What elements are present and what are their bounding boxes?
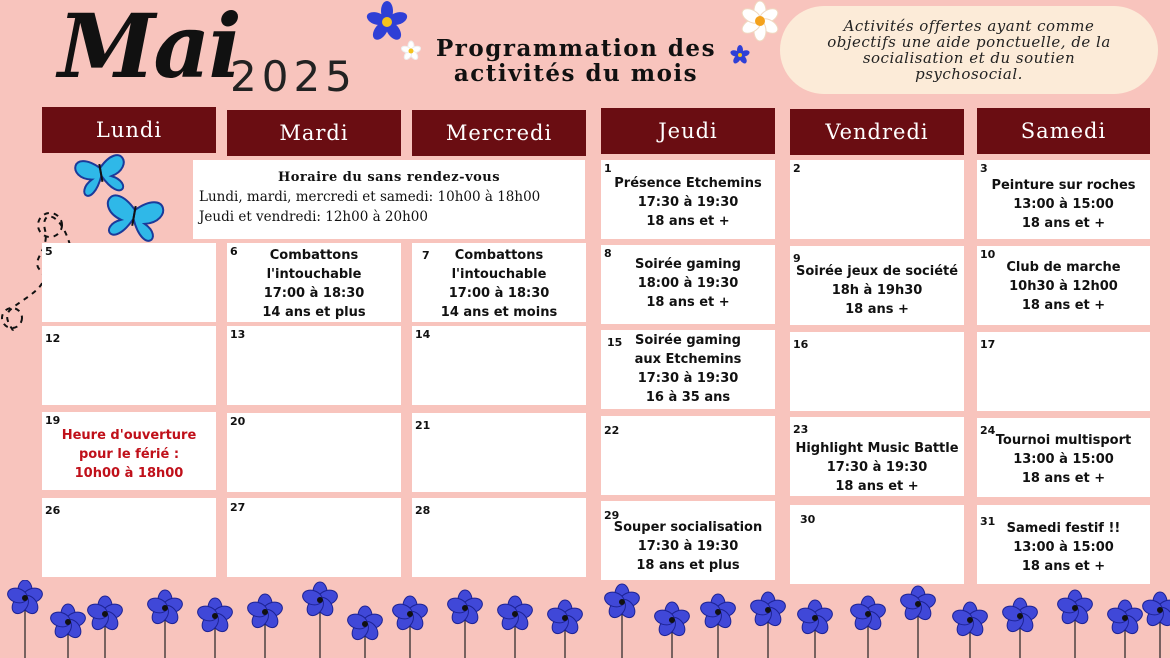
flower-icon	[546, 600, 585, 658]
heading-line-1: Programmation des	[435, 35, 717, 62]
day-cell-20[interactable]	[227, 413, 401, 492]
event-age: 14 ans et moins	[440, 305, 558, 320]
day-cell-12[interactable]	[42, 326, 216, 405]
event-details	[790, 439, 964, 496]
event-age: 18 ans et +	[646, 295, 730, 310]
event-title: Peinture sur roches	[991, 178, 1136, 193]
event-details	[977, 176, 1150, 233]
day-cell-21[interactable]	[412, 413, 586, 492]
subtitle-line: objectifs une aide ponctuelle, de la	[827, 33, 1111, 51]
event-title: aux Etchemins	[634, 352, 742, 367]
flower-icon	[146, 590, 185, 658]
flower-icon	[699, 594, 738, 658]
event-time: 10h30 à 12h00	[1009, 279, 1118, 294]
day-number: 26	[45, 504, 61, 517]
day-cell-22[interactable]	[601, 416, 775, 495]
day-cell-19[interactable]	[42, 412, 216, 490]
event-age: 18 ans et +	[835, 479, 919, 494]
day-number: 16	[793, 338, 809, 351]
horaire-box	[193, 160, 585, 239]
event-title: Souper socialisation	[613, 520, 763, 535]
flower-icon	[1001, 598, 1040, 658]
event-title: Soirée gaming	[635, 257, 741, 272]
event-details	[601, 255, 775, 312]
day-number: 19	[45, 414, 61, 427]
subtitle-line: psychosocial.	[915, 65, 1023, 83]
event-details	[601, 174, 775, 231]
event-title: Combattons	[269, 248, 359, 263]
holiday-title: Heure d'ouverture	[61, 428, 197, 443]
horaire-line-2: Jeudi et vendredi: 12h00 à 20h00	[199, 209, 428, 225]
event-details	[412, 246, 586, 322]
day-number: 2	[793, 162, 801, 175]
event-time: 17:00 à 18:30	[448, 286, 550, 301]
holiday-hours: 10h00 à 18h00	[74, 466, 184, 481]
butterfly-icon	[103, 194, 165, 242]
day-number: 6	[230, 245, 238, 258]
event-title: l'intouchable	[266, 267, 362, 282]
flower-icon	[86, 596, 125, 658]
flower-icon	[196, 598, 235, 658]
holiday-notice	[42, 426, 216, 483]
flower-icon	[899, 586, 938, 658]
flower-icon	[951, 602, 990, 658]
event-details	[977, 258, 1150, 315]
flower-icon	[1141, 592, 1170, 658]
day-cell-7[interactable]	[412, 243, 586, 322]
day-number: 29	[604, 509, 620, 522]
day-cell-9[interactable]	[790, 246, 964, 325]
flower-icon	[729, 44, 751, 66]
page-heading	[420, 36, 732, 86]
event-time: 18:00 à 19:30	[637, 276, 739, 291]
event-time: 13:00 à 15:00	[1013, 452, 1114, 467]
event-title: Club de marche	[1006, 260, 1121, 275]
event-details	[601, 331, 775, 407]
day-cell-29[interactable]	[601, 501, 775, 580]
day-number: 7	[422, 249, 430, 262]
heading-line-2: activités du mois	[453, 60, 699, 87]
flower-icon	[603, 584, 642, 658]
event-title: Soirée jeux de société	[795, 264, 959, 279]
flower-icon	[400, 40, 422, 62]
day-header-mercredi: Mercredi	[412, 110, 586, 156]
day-number: 12	[45, 332, 61, 345]
day-cell-10[interactable]	[977, 246, 1150, 325]
event-time: 17:30 à 19:30	[637, 539, 739, 554]
day-cell-26[interactable]	[42, 498, 216, 577]
day-number: 8	[604, 247, 612, 260]
month-title: Mai	[58, 0, 240, 98]
day-cell-31[interactable]	[977, 505, 1150, 584]
flower-icon	[49, 604, 88, 658]
flower-icon	[301, 582, 340, 658]
day-number: 9	[793, 252, 801, 265]
day-number: 17	[980, 338, 996, 351]
subtitle-line: Activités offertes ayant comme	[843, 17, 1095, 35]
flower-icon	[653, 602, 692, 658]
day-number: 22	[604, 424, 620, 437]
day-number: 3	[980, 162, 988, 175]
event-time: 17:30 à 19:30	[637, 371, 739, 386]
day-header-samedi: Samedi	[977, 108, 1150, 154]
day-cell-2[interactable]	[790, 160, 964, 239]
event-time: 13:00 à 15:00	[1013, 540, 1114, 555]
flower-icon	[496, 596, 535, 658]
day-number: 30	[800, 513, 816, 526]
flower-border	[0, 580, 1170, 658]
holiday-title: pour le férié :	[78, 447, 180, 462]
event-title: Soirée gaming	[635, 333, 741, 348]
butterfly-icon	[74, 154, 128, 197]
day-number: 14	[415, 328, 431, 341]
day-number: 10	[980, 248, 996, 261]
day-number: 1	[604, 162, 612, 175]
flower-icon	[391, 596, 430, 658]
subtitle-pill	[780, 6, 1158, 94]
event-title: Tournoi multisport	[995, 433, 1132, 448]
event-age: 18 ans et +	[1021, 471, 1106, 486]
day-number: 13	[230, 328, 246, 341]
day-cell-5[interactable]	[42, 243, 216, 322]
event-age: 18 ans et +	[1021, 298, 1106, 313]
flower-icon	[749, 592, 788, 658]
day-number: 28	[415, 504, 431, 517]
event-age: 18 ans et +	[646, 214, 730, 229]
day-header-mardi: Mardi	[227, 110, 401, 156]
event-age: 18 ans et +	[1021, 216, 1106, 231]
day-number: 24	[980, 424, 996, 437]
event-age: 18 ans et plus	[636, 558, 740, 573]
event-details	[977, 431, 1150, 488]
flower-icon	[1056, 590, 1095, 658]
day-cell-8[interactable]	[601, 245, 775, 324]
event-details	[977, 519, 1150, 576]
flower-icon	[6, 580, 45, 658]
day-number: 5	[45, 245, 53, 258]
event-details	[601, 518, 775, 575]
event-title: Présence Etchemins	[614, 176, 762, 191]
day-number: 21	[415, 419, 431, 432]
day-number: 15	[607, 336, 623, 349]
day-number: 23	[793, 423, 809, 436]
day-cell-1[interactable]	[601, 160, 775, 239]
day-number: 31	[980, 515, 996, 528]
event-details	[227, 246, 401, 322]
day-cell-14[interactable]	[412, 326, 586, 405]
horaire-line-1: Lundi, mardi, mercredi et samedi: 10h00 à 18h00	[199, 189, 541, 205]
day-cell-30[interactable]	[790, 505, 964, 584]
day-cell-17[interactable]	[977, 332, 1150, 411]
day-number: 20	[230, 415, 246, 428]
event-title: Combattons	[454, 248, 544, 263]
event-time: 17:00 à 18:30	[263, 286, 365, 301]
flower-icon	[796, 600, 835, 658]
event-age: 18 ans +	[845, 302, 909, 317]
flower-icon	[1106, 600, 1145, 658]
horaire-title: Horaire du sans rendez-vous	[277, 170, 501, 185]
event-age: 16 à 35 ans	[645, 390, 731, 405]
day-cell-15[interactable]	[601, 330, 775, 409]
day-cell-13[interactable]	[227, 326, 401, 405]
event-time: 17:30 à 19:30	[637, 195, 739, 210]
flower-icon	[849, 596, 888, 658]
day-cell-23[interactable]	[790, 417, 964, 496]
day-cell-6[interactable]	[227, 243, 401, 322]
event-time: 17:30 à 19:30	[826, 460, 928, 475]
day-header-lundi: Lundi	[42, 107, 216, 153]
day-header-jeudi: Jeudi	[601, 108, 775, 154]
day-cell-16[interactable]	[790, 332, 964, 411]
event-time: 13:00 à 15:00	[1013, 197, 1114, 212]
day-cell-28[interactable]	[412, 498, 586, 577]
flower-icon	[446, 590, 485, 658]
flower-icon	[738, 0, 782, 44]
day-cell-3[interactable]	[977, 160, 1150, 239]
event-title: Highlight Music Battle	[795, 441, 959, 456]
day-header-vendredi: Vendredi	[790, 109, 964, 155]
event-time: 18h à 19h30	[831, 283, 923, 298]
subtitle-line: socialisation et du soutien	[862, 49, 1076, 67]
flower-icon	[364, 0, 410, 44]
flower-icon	[346, 606, 385, 658]
event-age: 14 ans et plus	[262, 305, 366, 320]
event-title: Samedi festif !!	[1006, 521, 1121, 536]
day-number: 27	[230, 501, 246, 514]
day-cell-27[interactable]	[227, 498, 401, 577]
flower-icon	[246, 594, 285, 658]
event-age: 18 ans et +	[1021, 559, 1106, 574]
event-details	[790, 262, 964, 319]
year-title: 2025	[230, 52, 357, 101]
day-cell-24[interactable]	[977, 418, 1150, 497]
event-title: l'intouchable	[451, 267, 547, 282]
